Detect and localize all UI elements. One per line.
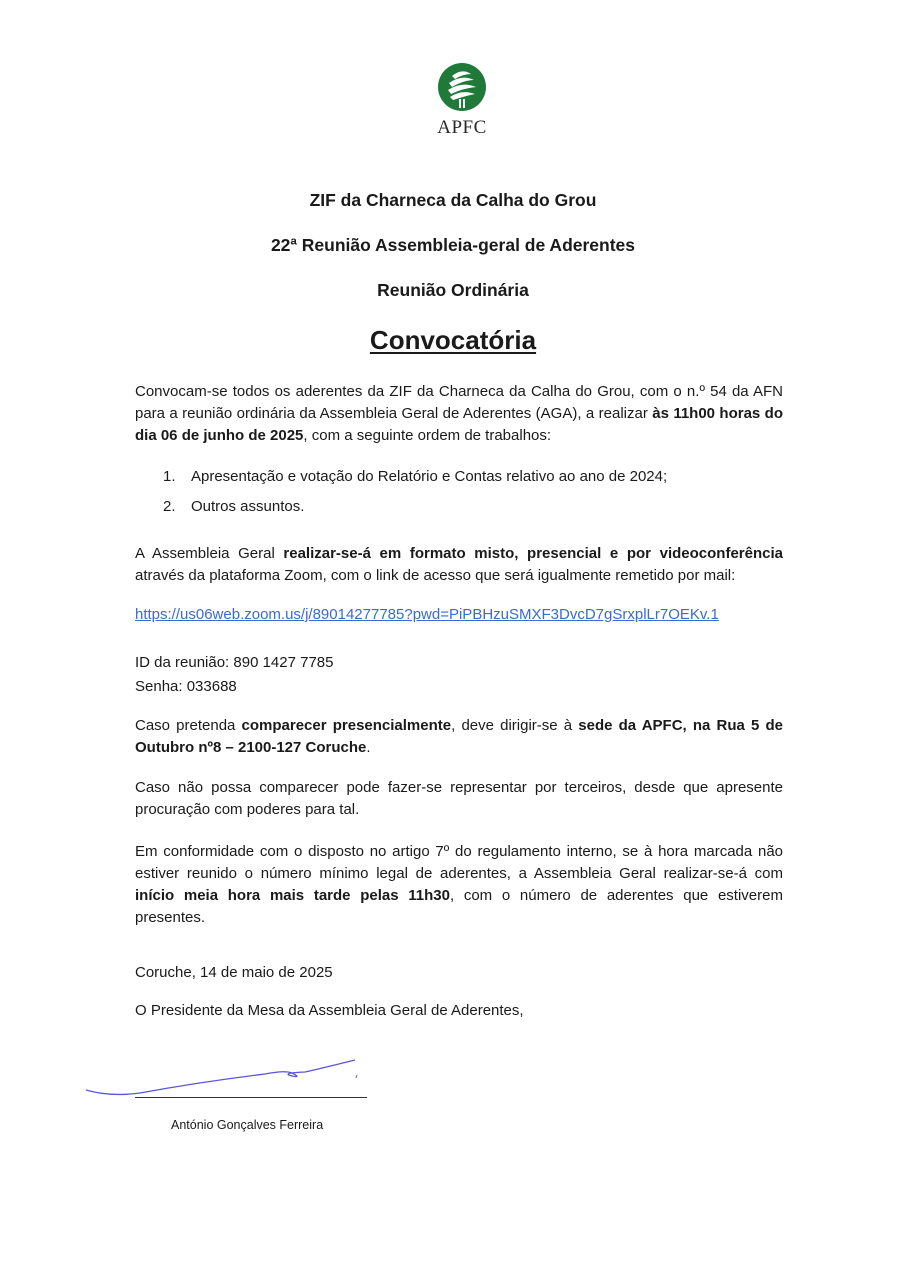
- meeting-type: Reunião Ordinária: [377, 280, 529, 300]
- meeting-title: 22ª Reunião Assembleia-geral de Aderentes: [270, 235, 636, 255]
- presencial-bold: comparecer presencialmente: [241, 717, 452, 734]
- zoom-link[interactable]: https://us06web.zoom.us/j/89014277785?pwd=PiPBHzuSMXF3DvcD7gSrxplLr7OEKv.1: [135, 606, 719, 623]
- meeting-password: Senha: 033688: [135, 678, 237, 695]
- presencial-text: Caso pretenda: [135, 717, 242, 734]
- signatory-name: António Gonçalves Ferreira: [171, 1118, 324, 1132]
- intro-paragraph: [135, 381, 783, 447]
- intro-text-end: , com a seguinte ordem de trabalhos:: [303, 427, 552, 444]
- presencial-paragraph: [135, 715, 783, 759]
- quorum-text: Em conformidade com o disposto no artigo 7º do regulamento interno, se à hora marcada não estiver reunido o número mínimo legal de aderentes, a Assembleia Geral realizar-se-á com: [135, 843, 783, 882]
- meeting-id: ID da reunião: 890 1427 7785: [135, 654, 334, 671]
- format-bold: realizar-se-á em formato misto, presencial e por videoconferência: [283, 545, 783, 562]
- quorum-paragraph: [135, 841, 783, 929]
- signatory-role: O Presidente da Mesa da Assembleia Geral de Aderentes,: [135, 1002, 524, 1019]
- representation-paragraph: Caso não possa comparecer pode fazer-se representar por terceiros, desde que apresente procuração com poderes para tal.: [135, 779, 783, 818]
- tree-logo-icon: [437, 62, 487, 112]
- venue-address: sede da APFC, na Rua 5 de Outubro nº8 – 2100-127 Coruche: [135, 717, 783, 756]
- quorum-bold: início meia hora mais tarde pelas 11h30: [135, 887, 450, 904]
- agenda-text: Apresentação e votação do Relatório e Contas relativo ao ano de 2024;: [191, 468, 668, 485]
- agenda-item: [163, 466, 667, 488]
- intro-datetime: às 11h00 horas do dia 06 de junho de 2025: [135, 405, 783, 444]
- agenda-number: 2.: [163, 498, 176, 515]
- format-text-end: através da plataforma Zoom, com o link de acesso que será igualmente remetido por mail:: [135, 567, 736, 584]
- intro-text: Convocam-se todos os aderentes da ZIF da Charneca da Calha do Grou, com o n.º 54 da AFN para a reunião ordinária da Assembleia Geral de Aderentes (AGA), a realizar: [135, 383, 783, 422]
- agenda-text: Outros assuntos.: [191, 498, 305, 515]
- format-text: A Assembleia Geral: [135, 545, 284, 562]
- place-date: Coruche, 14 de maio de 2025: [135, 964, 333, 981]
- quorum-text-end: , com o número de aderentes que estiverem presentes.: [135, 887, 783, 926]
- presencial-text-end: .: [366, 739, 371, 756]
- org-title: ZIF da Charneca da Calha do Grou: [309, 190, 597, 210]
- agenda-number: 1.: [163, 468, 176, 485]
- format-paragraph: [135, 543, 783, 587]
- document-title: Convocatória: [369, 325, 537, 355]
- agenda-item: [163, 496, 304, 518]
- presencial-text-mid: , deve dirigir-se à: [451, 717, 579, 734]
- logo-text: APFC: [437, 117, 487, 138]
- signature-line: [135, 1097, 367, 1098]
- apfc-logo: [437, 62, 487, 142]
